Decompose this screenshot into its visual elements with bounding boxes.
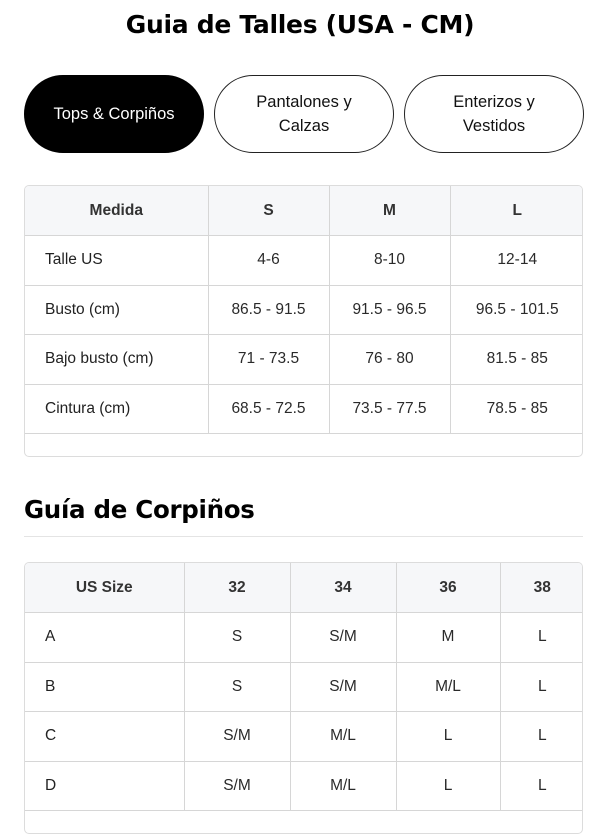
section-divider	[24, 536, 583, 537]
bra-table-card	[24, 562, 583, 834]
table-cell: 68.5 - 72.5	[208, 384, 329, 434]
table-cell: 73.5 - 77.5	[329, 384, 450, 434]
table-cell: L	[500, 662, 583, 712]
table-cell: 71 - 73.5	[208, 335, 329, 385]
table-cell: S/M	[184, 712, 290, 762]
table-cell: 78.5 - 85	[450, 384, 583, 434]
tab-enterizos-vestidos[interactable]: Enterizos y Vestidos	[404, 75, 584, 153]
table-cell: L	[396, 712, 500, 762]
table-row	[25, 662, 583, 712]
category-tabs	[24, 75, 584, 153]
table-header-cell: 36	[396, 563, 500, 613]
table-cell: 91.5 - 96.5	[329, 285, 450, 335]
table-row	[25, 712, 583, 762]
table-header-cell: M	[329, 186, 450, 236]
table-row	[25, 761, 583, 811]
table-row	[25, 285, 583, 335]
table-header-cell: Medida	[25, 186, 208, 236]
table-row	[25, 236, 583, 286]
table-cell: M	[396, 613, 500, 663]
table-cell: 96.5 - 101.5	[450, 285, 583, 335]
table-header-row	[25, 563, 583, 613]
size-table	[25, 186, 583, 434]
row-label: D	[25, 761, 184, 811]
row-label: Busto (cm)	[25, 285, 208, 335]
table-header-cell: US Size	[25, 563, 184, 613]
tab-pantalones-calzas[interactable]: Pantalones y Calzas	[214, 75, 394, 153]
row-label: Talle US	[25, 236, 208, 286]
table-cell: S/M	[184, 761, 290, 811]
tab-tops-corpinos[interactable]: Tops & Corpiños	[24, 75, 204, 153]
row-label: A	[25, 613, 184, 663]
table-cell: M/L	[290, 761, 396, 811]
table-row	[25, 384, 583, 434]
table-header-cell: L	[450, 186, 583, 236]
size-table-card	[24, 185, 583, 457]
table-header-cell: 34	[290, 563, 396, 613]
section-title: Guía de Corpiños	[24, 495, 255, 524]
table-cell: 12-14	[450, 236, 583, 286]
table-cell: M/L	[396, 662, 500, 712]
row-label: B	[25, 662, 184, 712]
table-cell: 8-10	[329, 236, 450, 286]
row-label: Bajo busto (cm)	[25, 335, 208, 385]
table-row	[25, 613, 583, 663]
table-cell: S	[184, 613, 290, 663]
table-cell: 4-6	[208, 236, 329, 286]
table-cell: 76 - 80	[329, 335, 450, 385]
table-cell: L	[500, 712, 583, 762]
table-cell: M/L	[290, 712, 396, 762]
table-cell: S	[184, 662, 290, 712]
table-header-cell: 32	[184, 563, 290, 613]
table-cell: 86.5 - 91.5	[208, 285, 329, 335]
table-header-cell: 38	[500, 563, 583, 613]
row-label: Cintura (cm)	[25, 384, 208, 434]
bra-size-table	[25, 563, 583, 811]
table-cell: S/M	[290, 662, 396, 712]
table-header-cell: S	[208, 186, 329, 236]
table-header-row	[25, 186, 583, 236]
table-cell: 81.5 - 85	[450, 335, 583, 385]
row-label: C	[25, 712, 184, 762]
page-title: Guia de Talles (USA - CM)	[125, 10, 475, 39]
table-cell: L	[500, 613, 583, 663]
table-cell: L	[500, 761, 583, 811]
table-cell: L	[396, 761, 500, 811]
table-row	[25, 335, 583, 385]
table-cell: S/M	[290, 613, 396, 663]
